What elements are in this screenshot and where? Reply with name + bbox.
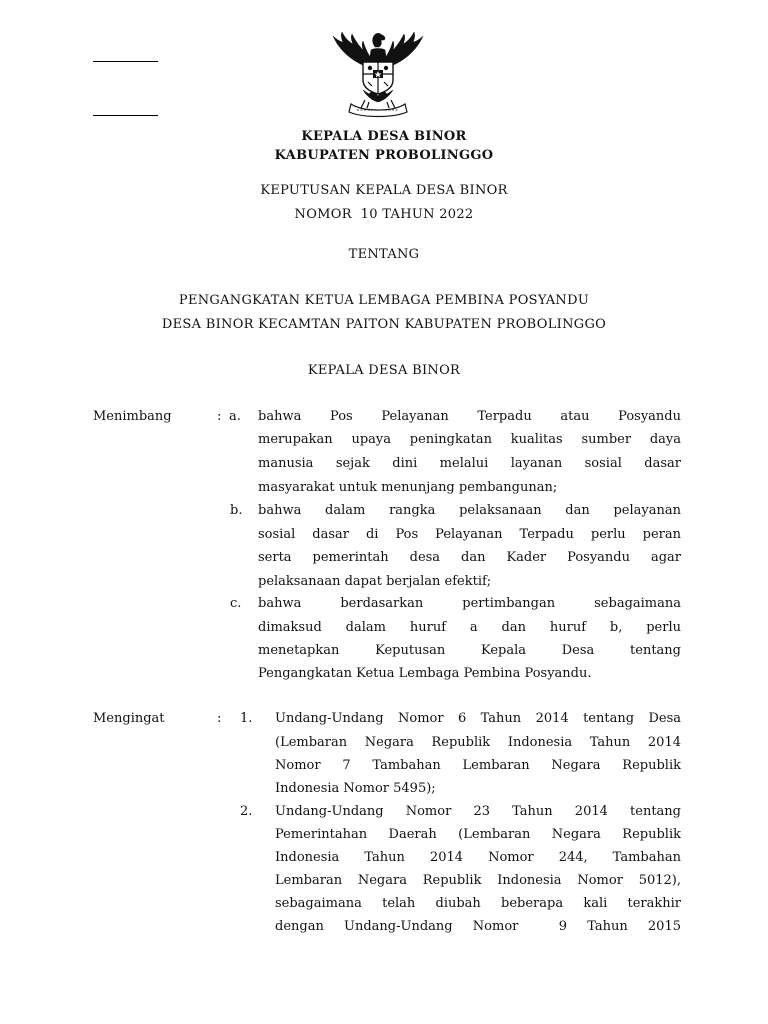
issuer-heading: KEPALA DESA BINOR (307, 363, 461, 378)
menimbang-c-line: dimaksud dalam huruf a dan huruf b, perlu (258, 620, 681, 635)
menimbang-colon: : (217, 409, 222, 424)
menimbang-b-line: bahwa dalam rangka pelaksanaan dan pelayanan (258, 503, 681, 518)
blank-rule-bottom (93, 115, 158, 116)
mengingat-marker-2: 2. (240, 804, 253, 819)
menimbang-marker-c: c. (230, 596, 242, 611)
menimbang-marker-b: b. (230, 503, 243, 518)
decree-number: NOMOR 10 TAHUN 2022 (294, 207, 474, 222)
menimbang-a-line: merupakan upaya peningkatan kualitas sumber daya (258, 432, 681, 447)
authority-line-1: KEPALA DESA BINOR (301, 129, 467, 144)
menimbang-a-line: masyarakat untuk menunjang pembangunan; (258, 480, 558, 495)
mengingat-2-line: Indonesia Tahun 2014 Nomor 244, Tambahan (275, 850, 681, 865)
mengingat-1-line: Indonesia Nomor 5495); (275, 781, 436, 796)
menimbang-b-line: serta pemerintah desa dan Kader Posyandu agar (258, 550, 681, 565)
mengingat-1-line: (Lembaran Negara Republik Indonesia Tahun 2014 (275, 735, 681, 750)
garuda-emblem-icon (327, 28, 429, 120)
menimbang-c-line: Pengangkatan Ketua Lembaga Pembina Posyandu. (258, 666, 592, 681)
menimbang-marker-a: a. (229, 409, 241, 424)
mengingat-label: Mengingat (93, 711, 165, 726)
authority-line-2: KABUPATEN PROBOLINGGO (274, 148, 494, 163)
menimbang-c-line: menetapkan Keputusan Kepala Desa tentang (258, 643, 681, 658)
decree-title: KEPUTUSAN KEPALA DESA BINOR (260, 183, 508, 198)
mengingat-marker-1: 1. (240, 711, 253, 726)
mengingat-2-line: Lembaran Negara Republik Indonesia Nomor 5012), (275, 873, 681, 888)
menimbang-a-line: manusia sejak dini melalui layanan sosial dasar (258, 456, 681, 471)
mengingat-2-line: Pemerintahan Daerah (Lembaran Negara Republik (275, 827, 681, 842)
mengingat-1-line: Undang-Undang Nomor 6 Tahun 2014 tentang Desa (275, 711, 681, 726)
blank-rule-top (93, 61, 158, 62)
subject-line-1: PENGANGKATAN KETUA LEMBAGA PEMBINA POSYANDU (178, 293, 590, 308)
mengingat-colon: : (217, 711, 222, 726)
menimbang-b-line: sosial dasar di Pos Pelayanan Terpadu perlu peran (258, 527, 681, 542)
menimbang-label: Menimbang (93, 409, 172, 424)
mengingat-1-line: Nomor 7 Tambahan Lembaran Negara Republik (275, 758, 681, 773)
subject-line-2: DESA BINOR KECAMTAN PAITON KABUPATEN PROBOLINGGO (161, 317, 607, 332)
mengingat-2-line: Undang-Undang Nomor 23 Tahun 2014 tentang (275, 804, 681, 819)
about-heading: TENTANG (348, 247, 420, 262)
menimbang-b-line: pelaksanaan dapat berjalan efektif; (258, 574, 492, 589)
menimbang-a-line: bahwa Pos Pelayanan Terpadu atau Posyandu (258, 409, 681, 424)
mengingat-2-line: sebagaimana telah diubah beberapa kali terakhir (275, 896, 681, 911)
menimbang-c-line: bahwa berdasarkan pertimbangan sebagaimana (258, 596, 681, 611)
mengingat-2-line: dengan Undang-Undang Nomor 9 Tahun 2015 (275, 919, 681, 934)
